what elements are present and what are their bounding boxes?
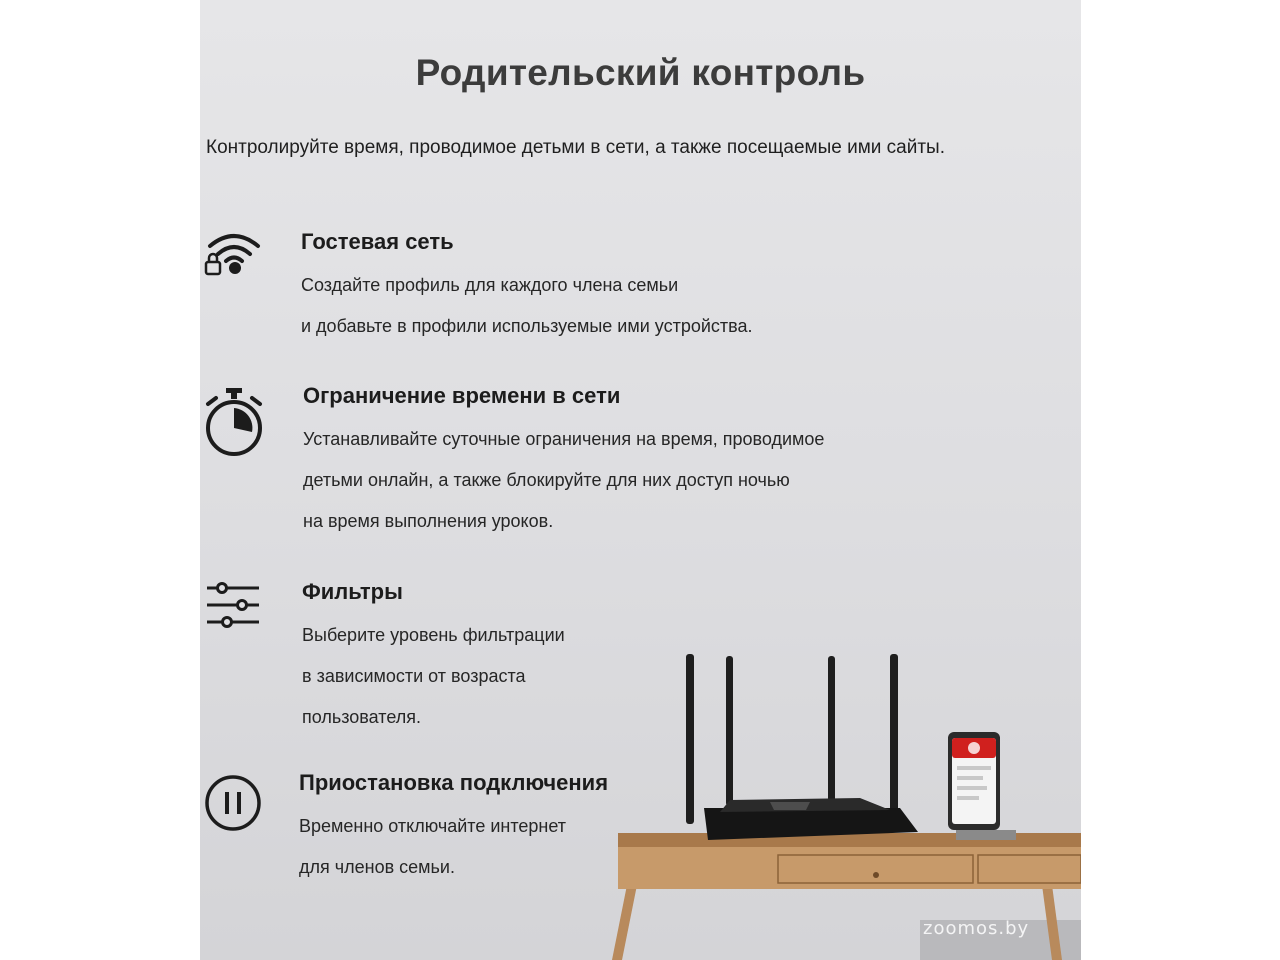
feature-filters: [302, 579, 565, 728]
drawer-knob: [873, 872, 879, 878]
feature-line: Устанавливайте суточные ограничения на время, проводимое: [303, 429, 825, 449]
feature-title: Гостевая сеть: [301, 229, 454, 254]
feature-guest-network: [301, 229, 753, 337]
feature-line: Создайте профиль для каждого члена семьи: [301, 275, 679, 295]
feature-line: Выберите уровень фильтрации: [302, 625, 565, 645]
sliders-icon: [205, 582, 261, 628]
router-led-panel: [770, 802, 810, 810]
router-antenna: [890, 654, 898, 824]
router-desk-illustration: [600, 640, 1081, 960]
feature-title: Приостановка подключения: [299, 770, 609, 795]
wifi-lock-icon: [204, 232, 264, 278]
feature-time-limit: [303, 383, 824, 532]
page-subtitle: Контролируйте время, проводимое детьми в сети, а также посещаемые ими сайты.: [206, 137, 945, 158]
feature-line: пользователя.: [302, 707, 421, 727]
feature-line: в зависимости от возраста: [302, 666, 526, 686]
feature-title: Фильтры: [302, 579, 403, 604]
router-antenna: [726, 656, 733, 806]
phone-stand: [956, 830, 1016, 840]
page-title: Родительский контроль: [415, 52, 866, 93]
promo-panel: [200, 0, 1081, 960]
router-antenna: [828, 656, 835, 806]
feature-pause: [299, 770, 608, 878]
pause-icon: [203, 773, 263, 833]
feature-title: Ограничение времени в сети: [303, 383, 621, 408]
watermark: zoomos.by: [923, 918, 1030, 939]
router-antenna: [686, 654, 694, 824]
feature-line: Временно отключайте интернет: [299, 816, 567, 836]
feature-line: для членов семьи.: [299, 857, 455, 877]
feature-line: детьми онлайн, а также блокируйте для них доступ ночью: [303, 470, 790, 490]
feature-line: на время выполнения уроков.: [303, 511, 554, 531]
feature-line: и добавьте в профили используемые ими устройства.: [301, 316, 753, 336]
stopwatch-icon: [204, 386, 264, 458]
